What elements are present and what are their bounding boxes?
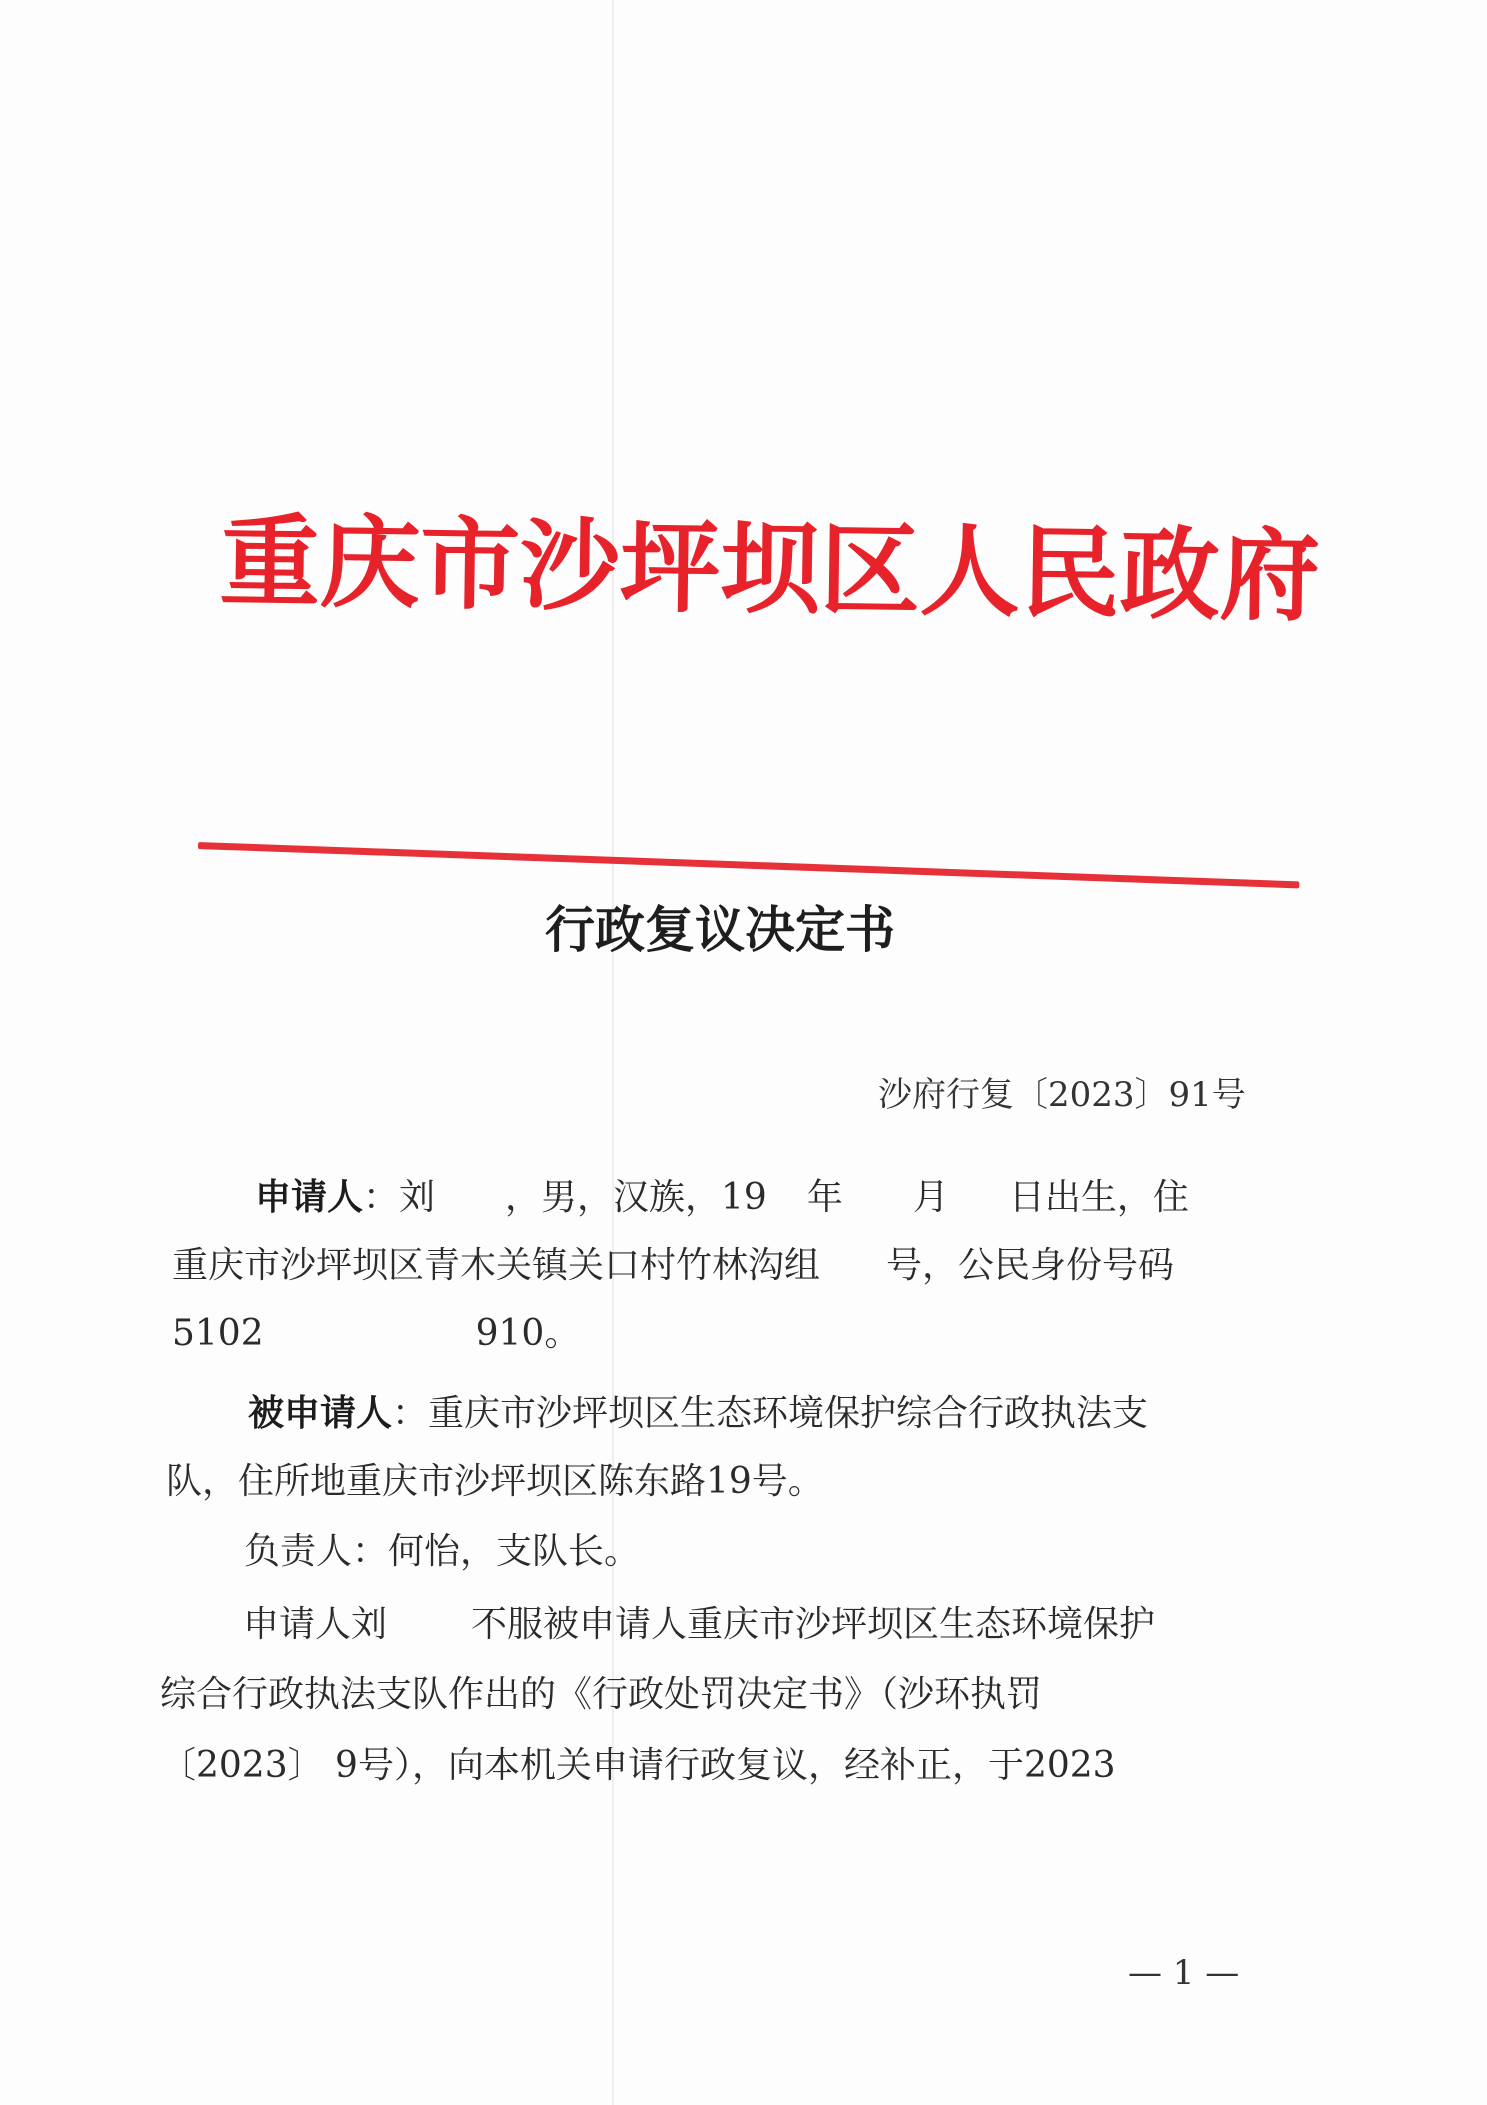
page-number: — 1 — [1128, 1953, 1240, 1993]
respondent-label: 被申请人 [248, 1393, 393, 1434]
applicant-id-prefix: 5102 [172, 1313, 264, 1354]
applicant-birth-day-unit: 日出生，住 [1008, 1177, 1189, 1218]
body-applicant-ref: 申请人刘 [243, 1604, 388, 1645]
applicant-line-2 [172, 1236, 1174, 1296]
respondent-line-1 [248, 1384, 1148, 1444]
responsible-person: 负责人：何怡，支队长。 [244, 1531, 641, 1572]
document-title: 行政复议决定书 [545, 900, 895, 959]
red-separator-rule [198, 842, 1300, 888]
applicant-id-label: 号，公民身份号码 [886, 1245, 1175, 1286]
applicant-id-suffix: 910。 [475, 1313, 581, 1354]
applicant-label: 申请人 [255, 1177, 364, 1218]
body-objection: 不服被申请人重庆市沙坪坝区生态环境保护 [471, 1604, 1156, 1645]
respondent-name: ：重庆市沙坪坝区生态环境保护综合行政执法支 [392, 1393, 1149, 1434]
applicant-address: 重庆市沙坪坝区青木关镇关口村竹林沟组 [172, 1245, 821, 1286]
applicant-birth-year-unit: 年 [806, 1177, 843, 1218]
issuer-heading: 重庆市沙坪坝区人民政府 [219, 503, 1321, 636]
body-line-1 [243, 1595, 1155, 1655]
respondent-line-2: 队，住所地重庆市沙坪坝区陈东路19号。 [166, 1461, 824, 1502]
applicant-line-1 [255, 1168, 1189, 1228]
document-number: 沙府行复〔2023〕91号 [878, 1075, 1246, 1115]
body-line-2: 综合行政执法支队作出的《行政处罚决定书》（沙环执罚 [160, 1674, 1043, 1715]
applicant-name: ：刘 [363, 1177, 436, 1218]
applicant-birth-month-unit: 月 [912, 1177, 949, 1218]
applicant-gender-ethnicity: ，男，汉族，19 [505, 1177, 767, 1218]
body-line-3: 〔2023〕 9号），向本机关申请行政复议，经补正，于2023 [160, 1745, 1116, 1786]
applicant-line-3 [172, 1304, 580, 1364]
